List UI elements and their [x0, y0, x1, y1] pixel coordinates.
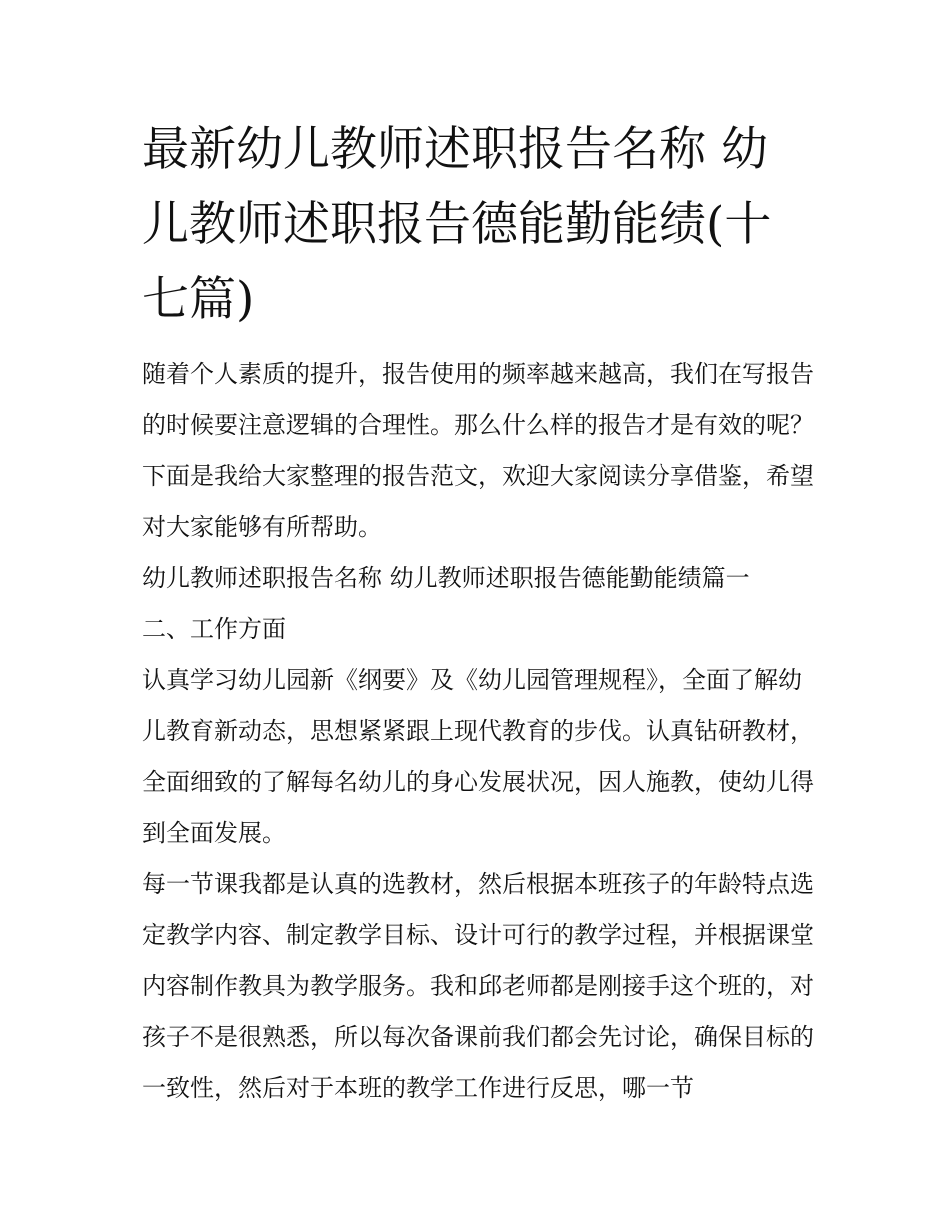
- document-title: 最新幼儿教师述职报告名称 幼儿教师述职报告德能勤能绩(十七篇): [142, 122, 772, 327]
- section-heading: 幼儿教师述职报告名称 幼儿教师述职报告德能勤能绩篇一: [142, 564, 750, 592]
- body-paragraph: 每一节课我都是认真的选教材，然后根据本班孩子的年龄特点选定教学内容、制定教学目标、设计可行的教学过程，并根据课堂内容制作教具为教学服务。我和邱老师都是刚接手这个班的，对孩子不是很熟悉，所以每次备课前我们都会先讨论，确保目标的一致性，然后对于本班的教学工作进行反思，哪一节: [142, 870, 814, 1102]
- intro-paragraph: 随着个人素质的提升，报告使用的频率越来越高，我们在写报告的时候要注意逻辑的合理性。那么什么样的报告才是有效的呢？下面是我给大家整理的报告范文，欢迎大家阅读分享借鉴，希望对大家能够有所帮助。: [142, 360, 814, 541]
- subsection-heading: 二、工作方面: [142, 615, 286, 643]
- document-body: [142, 349, 814, 1114]
- document-page: [142, 112, 814, 1114]
- body-paragraph: 认真学习幼儿园新《纲要》及《幼儿园管理规程》，全面了解幼儿教育新动态，思想紧紧跟上现代教育的步伐。认真钻研教材，全面细致的了解每名幼儿的身心发展状况，因人施教，使幼儿得到全面发展。: [142, 666, 814, 847]
